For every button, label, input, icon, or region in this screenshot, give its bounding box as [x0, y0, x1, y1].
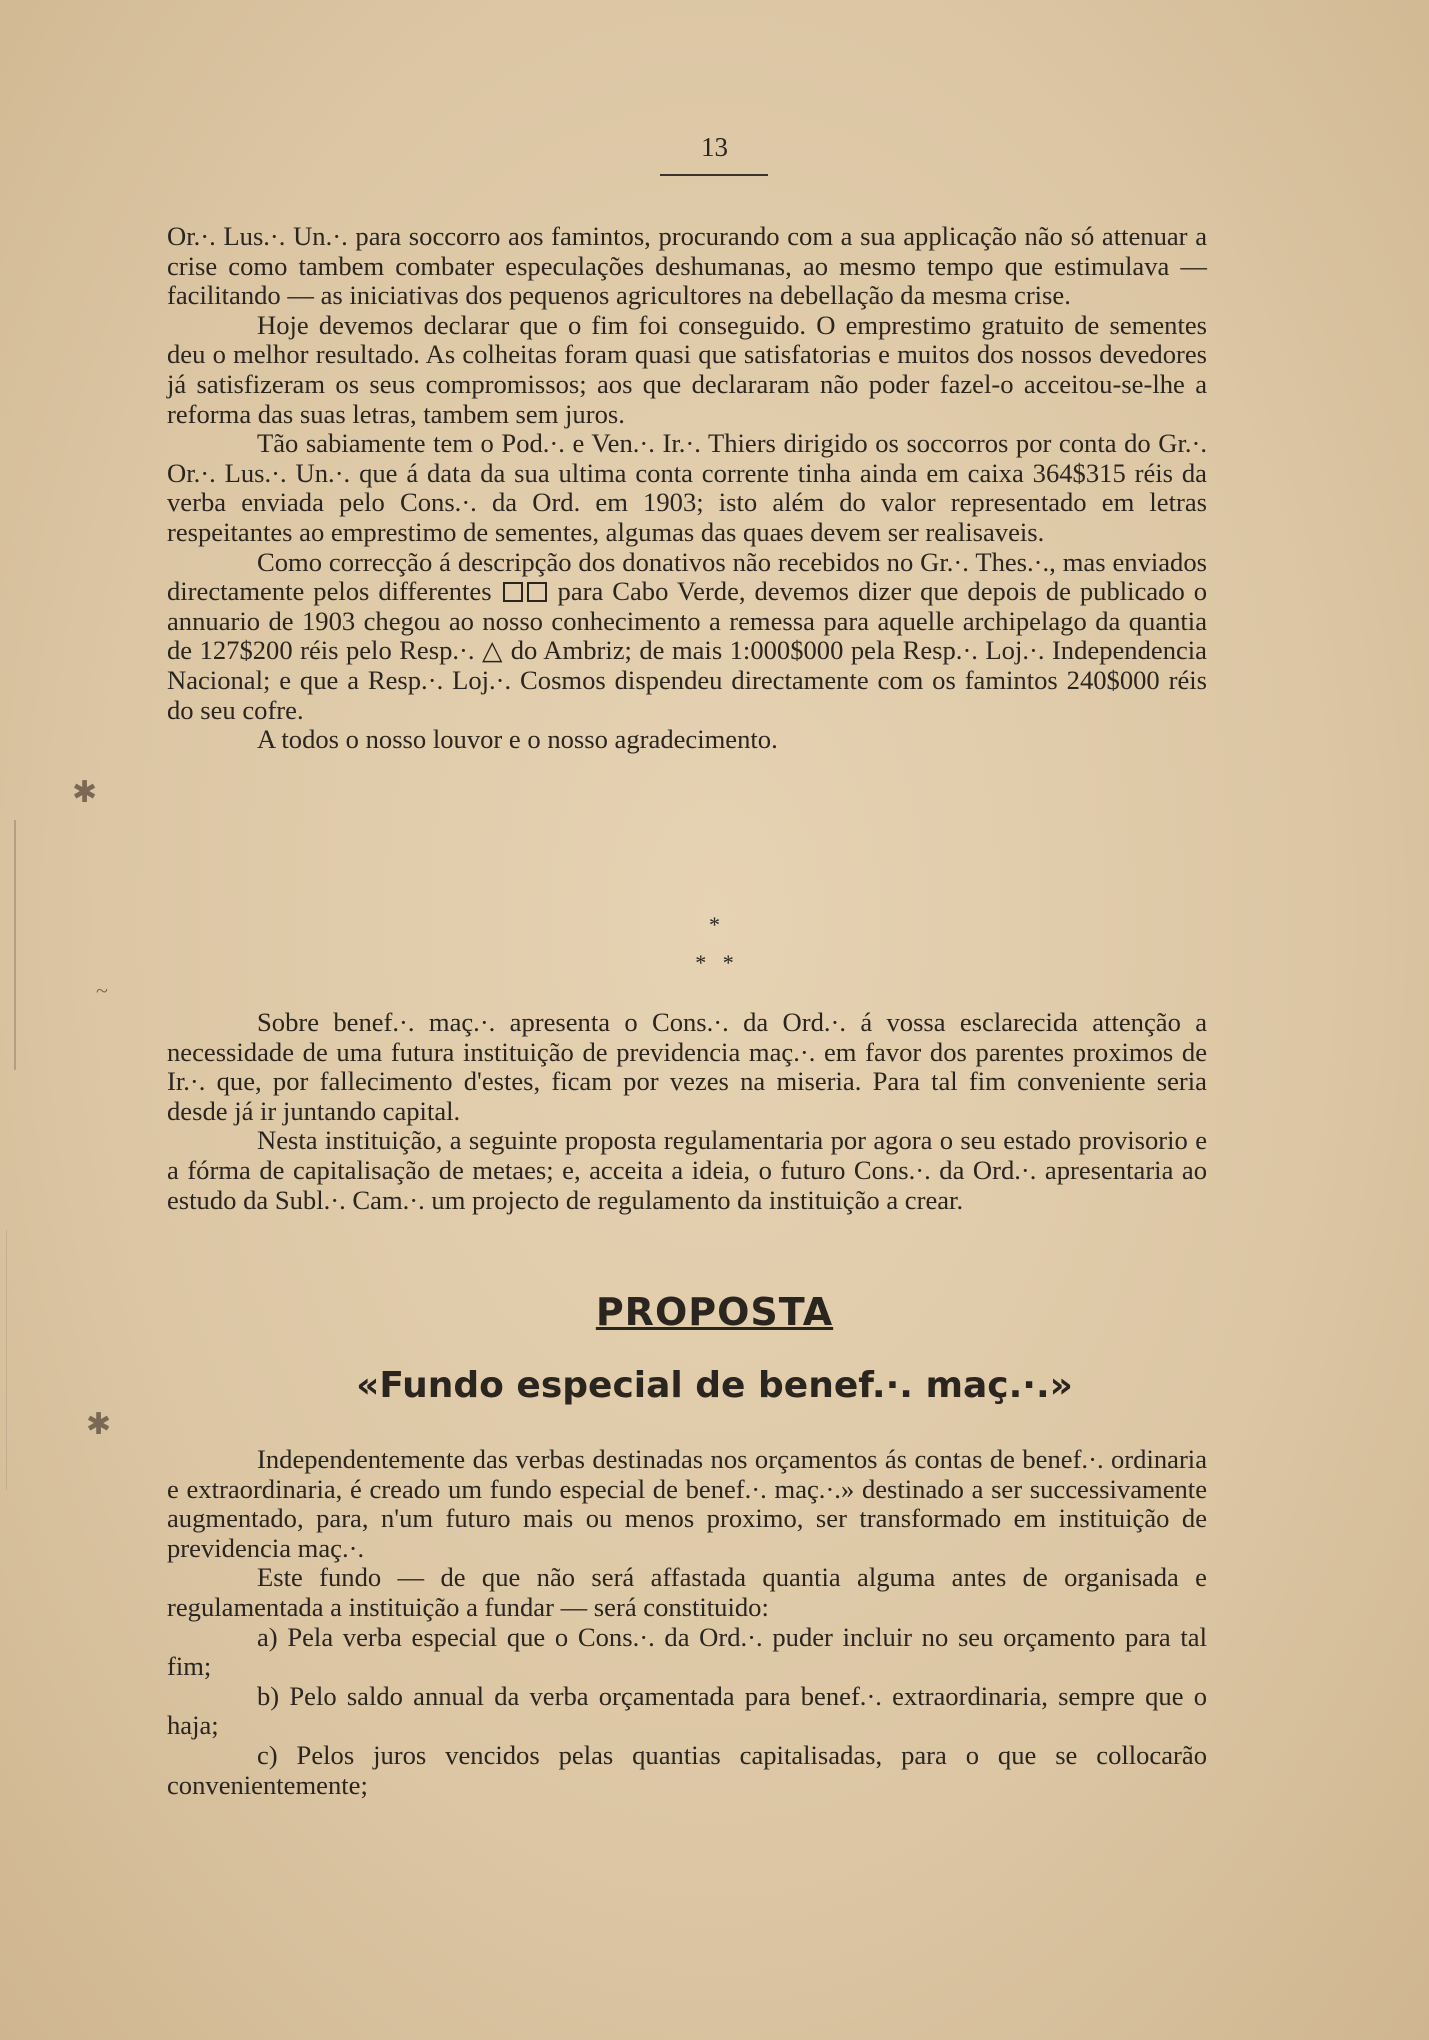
paragraph: A todos o nosso louvor e o nosso agradecimento.: [257, 724, 778, 755]
asterism-bottom: * *: [695, 950, 734, 975]
text-block-top: [167, 222, 1207, 755]
paragraph: Tão sabiamente tem o Pod.·. e Ven.·. Ir.·. Thiers dirigido os soccorros por conta do Gr.·. Or.·. Lus.·. Un.·. que á data da sua ultima conta corrente tinha ainda em caixa 364$315 réis da verba enviada pelo Cons.·. da Ord. em 1903; isto além do valor representado em letras respeitantes ao emprestimo de sementes, algumas das quaes devem ser realisaveis.: [167, 428, 1207, 547]
asterism-top: *: [709, 912, 720, 937]
ink-blot: ~: [96, 978, 108, 1003]
list-item: c) Pelos juros vencidos pelas quantias capitalisadas, para o que se collocarão convenientemente;: [167, 1739, 1207, 1800]
text-block-bottom: [167, 1445, 1207, 1800]
page-number: 13: [701, 132, 728, 162]
square-symbol-icon: [503, 582, 523, 602]
margin-mark: [14, 820, 16, 1070]
paragraph-text: Como correcção á descripção dos donativos não recebidos no Gr.·. Thes.·., mas enviados directamente pelos differentes: [167, 546, 1207, 607]
list-item: a) Pela verba especial que o Cons.·. da Ord.·. puder incluir no seu orçamento para tal fim;: [167, 1621, 1207, 1682]
ink-blot: ✱: [86, 1408, 112, 1441]
paragraph: Nesta instituição, a seguinte proposta regulamentaria por agora o seu estado provisorio e a fórma de capitalisação de metaes; e, acceita a ideia, o futuro Cons.·. da Ord.·. apresentaria ao estudo da Subl.·. Cam.·. um projecto de regulamento da instituição a crear.: [167, 1125, 1207, 1215]
section-subheading: «Fundo especial de benef.·. maç.·.»: [356, 1365, 1073, 1406]
square-symbol-icon: [527, 582, 547, 602]
header-rule: [660, 174, 768, 176]
paragraph: Hoje devemos declarar que o fim foi conseguido. O emprestimo gratuito de sementes deu o melhor resultado. As colheitas foram quasi que satisfatorias e muitos dos nossos devedores já satisfizeram os seus compromissos; aos que declararam não poder fazel-o acceitou-se-lhe a reforma das suas letras, tambem sem juros.: [167, 309, 1207, 429]
text-block-middle: [167, 1008, 1207, 1215]
paragraph: [167, 548, 1207, 726]
paragraph: Or.·. Lus.·. Un.·. para soccorro aos famintos, procurando com a sua applicação não só attenuar a crise como tambem combater especulações deshumanas, ao mesmo tempo que estimulava — facilitando — as iniciativas dos pequenos agricultores na debellação da mesma crise.: [167, 221, 1207, 311]
margin-mark: [6, 1230, 7, 1490]
paragraph-text: para Cabo Verde, devemos dizer que depois de publicado o annuario de 1903 chegou ao nosso conhecimento a remessa para aquelle archipelago da quantia de 127$200 réis pelo Resp.·. △ do Ambriz; de mais 1:000$000 pela Resp.·. Loj.·. Independencia Nacional; e que a Resp.·. Loj.·. Cosmos dispendeu directamente com os famintos 240$000 réis do seu cofre.: [167, 576, 1207, 725]
paragraph: Sobre benef.·. maç.·. apresenta o Cons.·. da Ord.·. á vossa esclarecida attenção a necessidade de uma futura instituição de previdencia maç.·. em favor dos parentes proximos de Ir.·. que, por fallecimento d'estes, ficam por vezes na miseria. Para tal fim conveniente seria desde já ir juntando capital.: [167, 1007, 1207, 1126]
ink-blot: ✱: [72, 776, 98, 809]
section-heading: PROPOSTA: [595, 1290, 834, 1334]
paragraph: Este fundo — de que não será affastada quantia alguma antes de organisada e regulamentada a instituição a fundar — será constituido:: [167, 1562, 1207, 1622]
paragraph: Independentemente das verbas destinadas nos orçamentos ás contas de benef.·. ordinaria e extraordinaria, é creado um fundo especial de benef.·. maç.·.» destinado a ser successivamente augmentado, para, n'um futuro mais ou menos proximo, ser transformado em instituição de previdencia maç.·.: [167, 1444, 1207, 1563]
list-item: b) Pelo saldo annual da verba orçamentada para benef.·. extraordinaria, sempre que o haja;: [167, 1680, 1207, 1741]
